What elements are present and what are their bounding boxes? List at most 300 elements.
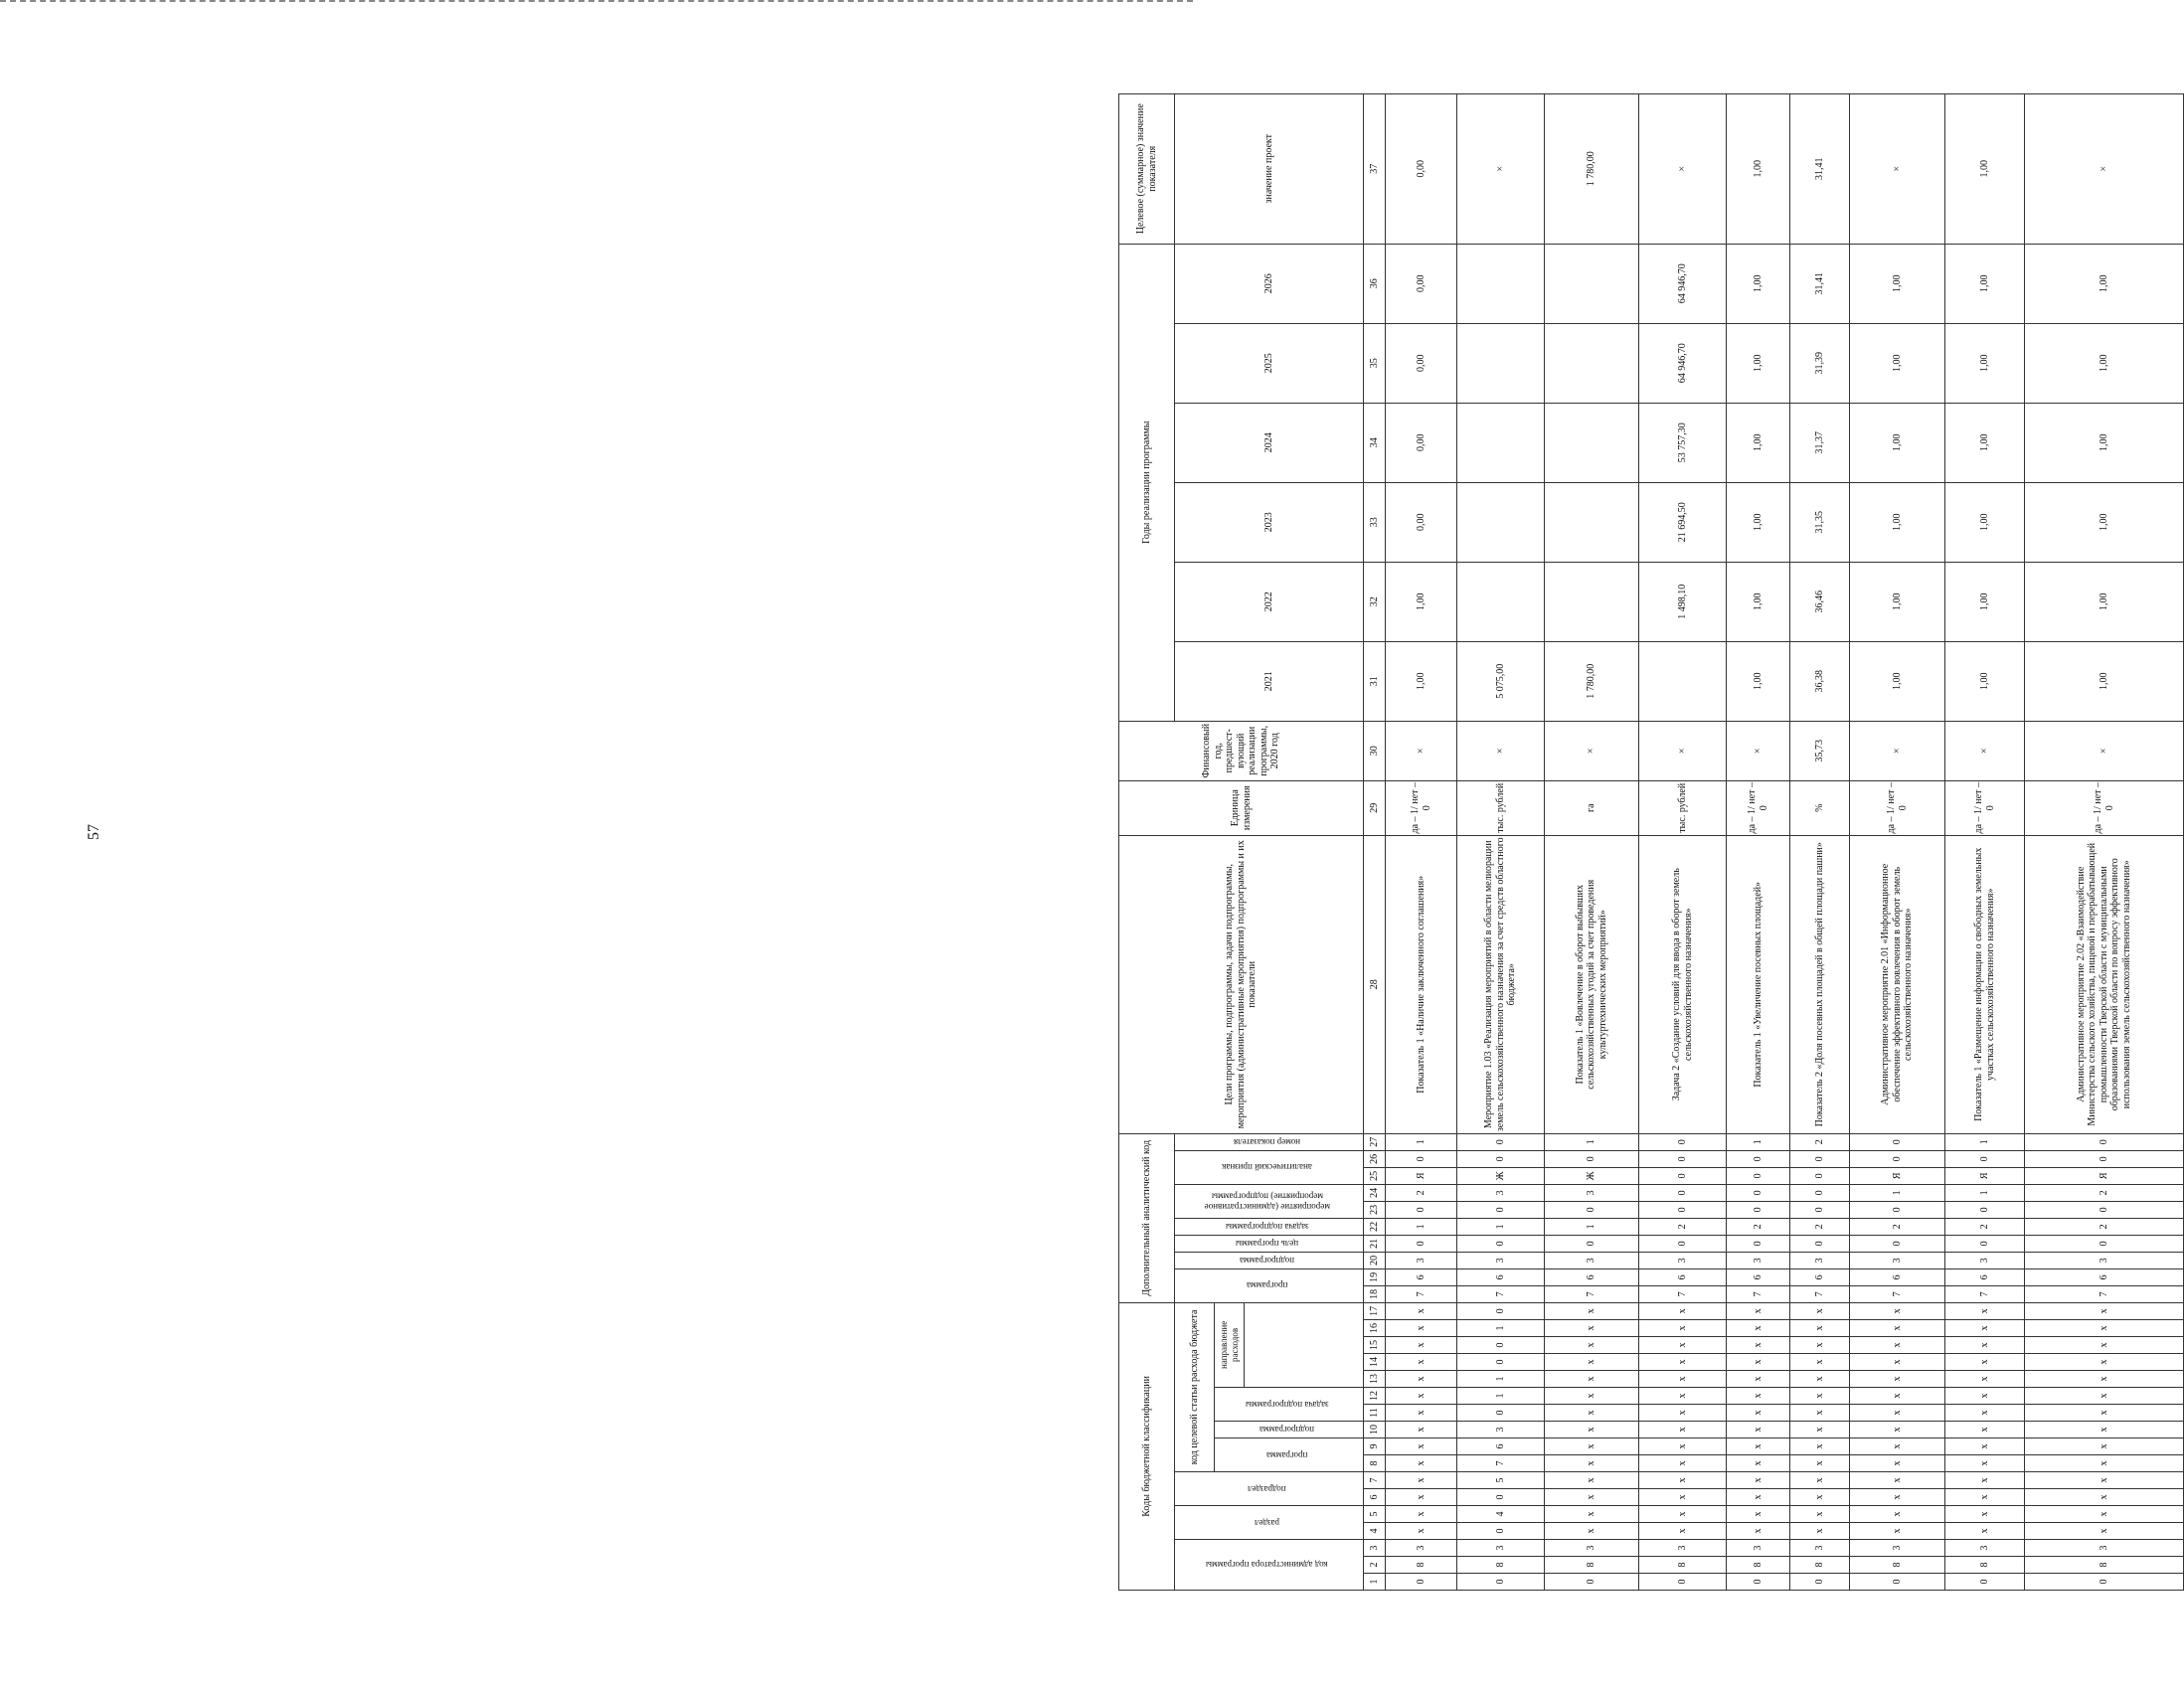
code-cell: 3 [1457, 1184, 1545, 1201]
code-cell: 0 [1727, 1201, 1790, 1218]
table-row [1727, 93, 1790, 1590]
code-cell: x [2025, 1320, 2184, 1337]
code-cell: x [1945, 1455, 2025, 1472]
code-cell: x [1850, 1388, 1945, 1405]
code-cell: x [1386, 1371, 1457, 1388]
code-cell: x [1790, 1354, 1850, 1371]
code-cell: x [1727, 1506, 1790, 1523]
code-cell: 0 [1790, 1150, 1850, 1167]
unit-cell: да – 1/ нет – 0 [2025, 780, 2184, 835]
code-cell: 6 [1790, 1268, 1850, 1285]
code-cell: 0 [1727, 1574, 1790, 1591]
code-cell: 1 [1727, 1133, 1790, 1150]
code-cell: x [1545, 1506, 1639, 1523]
code-cell: 0 [1639, 1235, 1727, 1252]
column-number: 19 [1364, 1268, 1386, 1285]
code-cell: x [1945, 1354, 2025, 1371]
code-cell: 1 [1945, 1133, 2025, 1150]
code-cell: x [1386, 1337, 1457, 1354]
code-cell: 0 [1790, 1201, 1850, 1218]
page-number: 57 [85, 824, 102, 840]
code-cell: 6 [1386, 1268, 1457, 1285]
code-cell: x [1639, 1405, 1727, 1422]
code-cell: 2 [2025, 1184, 2184, 1201]
code-cell: 0 [1850, 1150, 1945, 1167]
header-subsection: подраздел [1248, 1483, 1287, 1494]
year-value-cell: 31,35 [1790, 482, 1850, 562]
code-cell: x [1545, 1455, 1639, 1472]
header-extra-code: Дополнительный аналитический код [1119, 1133, 1175, 1302]
unit-cell: да – 1/ нет – 0 [1727, 780, 1790, 835]
code-cell: 6 [1727, 1268, 1790, 1285]
code-cell: 0 [1457, 1201, 1545, 1218]
column-number: 27 [1364, 1133, 1386, 1150]
year-value-cell: 31,41 [1790, 244, 1850, 323]
code-cell: x [1727, 1455, 1790, 1472]
code-cell: 2 [1790, 1218, 1850, 1235]
year-value-cell: 1,00 [1850, 403, 1945, 482]
year-value-cell: 1,00 [1850, 641, 1945, 721]
code-cell: x [1545, 1337, 1639, 1354]
code-cell: 3 [1727, 1252, 1790, 1268]
code-cell: 3 [1457, 1252, 1545, 1268]
column-number: 26 [1364, 1150, 1386, 1167]
code-cell: 3 [1790, 1540, 1850, 1557]
code-cell: 0 [1639, 1184, 1727, 1201]
header-ac-goal: цель программы [1236, 1239, 1299, 1249]
column-number: 24 [1364, 1184, 1386, 1201]
code-cell: 0 [1945, 1201, 2025, 1218]
column-number: 8 [1364, 1455, 1386, 1472]
code-cell: x [1639, 1320, 1727, 1337]
column-number: 20 [1364, 1252, 1386, 1268]
year-value-cell: 1,00 [1727, 641, 1790, 721]
code-cell: x [1639, 1506, 1727, 1523]
code-cell: 3 [1386, 1540, 1457, 1557]
code-cell: x [1790, 1371, 1850, 1388]
rotated-table-container [1118, 103, 2132, 1591]
code-cell: x [2025, 1455, 2184, 1472]
code-cell: 0 [1850, 1235, 1945, 1252]
code-cell: 3 [1386, 1252, 1457, 1268]
program-indicators-table [1118, 93, 2184, 1591]
year-value-cell: 0,00 [1386, 403, 1457, 482]
code-cell: x [2025, 1405, 2184, 1422]
code-cell: x [1945, 1320, 2025, 1337]
column-number: 10 [1364, 1422, 1386, 1438]
code-cell: 0 [2025, 1133, 2184, 1150]
code-cell: x [2025, 1472, 2184, 1489]
code-cell: 6 [1945, 1268, 2025, 1285]
fin-year-cell: × [1945, 721, 2025, 780]
header-ac-indicator-no: номер показателя [1234, 1136, 1301, 1147]
header-years: Годы реализации программы [1119, 244, 1175, 721]
code-cell: 2 [1945, 1218, 2025, 1235]
unit-cell: % [1790, 780, 1850, 835]
code-cell: 0 [1545, 1201, 1639, 1218]
code-cell: Я [2025, 1167, 2184, 1184]
header-ac-task: задача подпрограммы [1225, 1222, 1309, 1232]
code-cell: x [1639, 1371, 1727, 1388]
fin-year-cell: × [1639, 721, 1727, 780]
year-value-cell [1457, 323, 1545, 403]
code-cell: 7 [1790, 1285, 1850, 1302]
goal-name-cell: Административное мероприятие 2.02 «Взаимодействие Министерства сельского хозяйства, пищевой и перерабатывающей промышленности Тверской области с муниципальными образованиями Тверской области по вопросу эффективного использования земель сельскохозяйственного назначения» [2025, 835, 2184, 1133]
header-fin-year: Финансовый год, предшест-вующий реализации программы, 2020 год [1119, 721, 1364, 780]
fin-year-cell: × [1850, 721, 1945, 780]
header-unit: Единица измерения [1119, 780, 1364, 835]
header-program: программа [1266, 1449, 1308, 1460]
code-cell: 6 [2025, 1268, 2184, 1285]
code-cell: 0 [1639, 1574, 1727, 1591]
code-cell: x [1386, 1320, 1457, 1337]
code-cell: 3 [2025, 1252, 2184, 1268]
code-cell: 0 [1545, 1574, 1639, 1591]
table-row [1386, 93, 1457, 1590]
code-cell: 1 [1945, 1184, 2025, 1201]
target-value-cell: × [1457, 93, 1545, 244]
code-cell: x [2025, 1388, 2184, 1405]
code-cell: x [1945, 1337, 2025, 1354]
code-cell: x [1727, 1422, 1790, 1438]
code-cell: x [1727, 1337, 1790, 1354]
column-number: 2 [1364, 1557, 1386, 1574]
column-number: 7 [1364, 1472, 1386, 1489]
code-cell: x [1545, 1388, 1639, 1405]
code-cell: 7 [1457, 1455, 1545, 1472]
unit-cell: га [1545, 780, 1639, 835]
fin-year-cell: × [1386, 721, 1457, 780]
code-cell: Я [1386, 1167, 1457, 1184]
year-value-cell: 53 757,30 [1639, 403, 1727, 482]
code-cell: 0 [1457, 1235, 1545, 1252]
code-cell: x [1639, 1422, 1727, 1438]
table-row [1639, 93, 1727, 1590]
code-cell: 0 [1457, 1302, 1545, 1319]
year-value-cell: 1,00 [1727, 403, 1790, 482]
code-cell: x [1639, 1455, 1727, 1472]
code-cell: 0 [1850, 1201, 1945, 1218]
code-cell: x [1639, 1489, 1727, 1506]
header-target: Целевое (суммарное) значение показателя [1119, 93, 1175, 244]
year-value-cell: 36,38 [1790, 641, 1850, 721]
code-cell: 1 [1545, 1133, 1639, 1150]
target-value-cell: × [2025, 93, 2184, 244]
column-number: 3 [1364, 1540, 1386, 1557]
column-number: 29 [1364, 780, 1386, 835]
code-cell: x [1545, 1523, 1639, 1540]
table-row [2025, 93, 2184, 1590]
header-admin-code: код администратора программы [1206, 1560, 1328, 1571]
unit-cell: да – 1/ нет – 0 [1945, 780, 2025, 835]
fin-year-cell: × [1545, 721, 1639, 780]
code-cell: 0 [1457, 1574, 1545, 1591]
header-year-2025: 2025 [1175, 323, 1364, 403]
code-cell: x [1727, 1438, 1790, 1455]
code-cell: 7 [2025, 1285, 2184, 1302]
code-cell: 2 [2025, 1218, 2184, 1235]
code-cell: 0 [1386, 1235, 1457, 1252]
header-target-item: код целевой статьи расхода бюджета [1175, 1302, 1215, 1471]
code-cell: 0 [1727, 1150, 1790, 1167]
year-value-cell [1457, 403, 1545, 482]
header-target-value: значение проект [1175, 93, 1364, 244]
year-value-cell: 1,00 [1850, 244, 1945, 323]
code-cell: 8 [1639, 1557, 1727, 1574]
code-cell: x [1790, 1506, 1850, 1523]
column-number: 33 [1364, 482, 1386, 562]
code-cell: Я [1850, 1167, 1945, 1184]
code-cell: x [2025, 1354, 2184, 1371]
code-cell: 7 [1545, 1285, 1639, 1302]
code-cell: 0 [1727, 1167, 1790, 1184]
year-value-cell: 1,00 [1727, 562, 1790, 641]
code-cell: x [1639, 1302, 1727, 1319]
code-cell: x [1386, 1489, 1457, 1506]
code-cell: x [1945, 1489, 2025, 1506]
column-number: 1 [1364, 1574, 1386, 1591]
code-cell: x [1945, 1302, 2025, 1319]
code-cell: x [1727, 1320, 1790, 1337]
column-number: 11 [1364, 1405, 1386, 1422]
year-value-cell [1545, 562, 1639, 641]
year-value-cell: 1 780,00 [1545, 641, 1639, 721]
code-cell: x [1945, 1388, 2025, 1405]
code-cell: x [1850, 1371, 1945, 1388]
goal-name-cell: Показатель 1 «Увеличение посевных площадей» [1727, 835, 1790, 1133]
fin-year-cell: × [2025, 721, 2184, 780]
code-cell: 0 [1545, 1235, 1639, 1252]
code-cell: 0 [1457, 1133, 1545, 1150]
unit-cell: да – 1/ нет – 0 [1850, 780, 1945, 835]
header-section: раздел [1255, 1517, 1280, 1528]
code-cell: 0 [2025, 1235, 2184, 1252]
header-ac-sign: аналитический признак [1222, 1162, 1313, 1173]
year-value-cell: 1 498,10 [1639, 562, 1727, 641]
header-subprogram-task: задача подпрограммы [1245, 1399, 1329, 1410]
code-cell: 0 [1945, 1574, 2025, 1591]
code-cell: x [1850, 1337, 1945, 1354]
code-cell: Ж [1545, 1167, 1639, 1184]
target-value-cell: 1,00 [1945, 93, 2025, 244]
code-cell: 3 [1727, 1540, 1790, 1557]
code-cell: x [1386, 1422, 1457, 1438]
code-cell: x [1790, 1523, 1850, 1540]
column-number: 23 [1364, 1201, 1386, 1218]
code-cell: 8 [1850, 1557, 1945, 1574]
year-value-cell: 1,00 [1945, 641, 2025, 721]
fin-year-cell: × [1457, 721, 1545, 780]
table-row [1790, 93, 1850, 1590]
year-value-cell: 36,46 [1790, 562, 1850, 641]
code-cell: x [1790, 1302, 1850, 1319]
target-value-cell: × [1850, 93, 1945, 244]
code-cell: x [1639, 1523, 1727, 1540]
code-cell: 8 [1945, 1557, 2025, 1574]
year-value-cell: 1,00 [1945, 244, 2025, 323]
code-cell: 0 [1790, 1574, 1850, 1591]
code-cell: x [1727, 1302, 1790, 1319]
year-value-cell: 1,00 [1945, 323, 2025, 403]
header-year-2026: 2026 [1175, 244, 1364, 323]
year-value-cell: 1,00 [1727, 482, 1790, 562]
year-value-cell: 1,00 [1727, 323, 1790, 403]
code-cell: Я [1945, 1167, 2025, 1184]
code-cell: x [1790, 1320, 1850, 1337]
code-cell: x [1727, 1371, 1790, 1388]
column-number: 16 [1364, 1320, 1386, 1337]
header-ac-subprogram: подпрограмма [1240, 1256, 1295, 1266]
year-value-cell: 1,00 [2025, 482, 2184, 562]
code-cell: 0 [1639, 1133, 1727, 1150]
code-cell: x [1639, 1354, 1727, 1371]
year-value-cell: 1,00 [1850, 323, 1945, 403]
code-cell: x [2025, 1302, 2184, 1319]
code-cell: 2 [1790, 1133, 1850, 1150]
code-cell: 0 [1639, 1201, 1727, 1218]
code-cell: Ж [1457, 1167, 1545, 1184]
code-cell: x [1945, 1371, 2025, 1388]
code-cell: 0 [1545, 1150, 1639, 1167]
year-value-cell [1545, 244, 1639, 323]
code-cell: 0 [2025, 1201, 2184, 1218]
code-cell: x [1790, 1472, 1850, 1489]
year-value-cell: 1,00 [1945, 403, 2025, 482]
code-cell: x [1790, 1422, 1850, 1438]
code-cell: x [1945, 1422, 2025, 1438]
goal-name-cell: Административное мероприятие 2.01 «Информационное обеспечение эффективного вовлечения в оборот земель сельскохозяйственного назначения» [1850, 835, 1945, 1133]
header-year-2024: 2024 [1175, 403, 1364, 482]
header-year-2021: 2021 [1175, 641, 1364, 721]
code-cell: 1 [1457, 1388, 1545, 1405]
code-cell: x [1386, 1354, 1457, 1371]
year-value-cell: 1,00 [1386, 562, 1457, 641]
year-value-cell: 21 694,50 [1639, 482, 1727, 562]
code-cell: 0 [1457, 1489, 1545, 1506]
code-cell: 1 [1457, 1371, 1545, 1388]
column-number: 15 [1364, 1337, 1386, 1354]
year-value-cell: 1,00 [1727, 244, 1790, 323]
code-cell: 3 [1945, 1252, 2025, 1268]
code-cell: x [1850, 1438, 1945, 1455]
code-cell: x [1790, 1337, 1850, 1354]
code-cell: 0 [2025, 1574, 2184, 1591]
year-value-cell: 1,00 [2025, 641, 2184, 721]
code-cell: x [1545, 1438, 1639, 1455]
code-cell: 0 [1457, 1354, 1545, 1371]
code-cell: x [1639, 1337, 1727, 1354]
code-cell: x [1386, 1523, 1457, 1540]
code-cell: x [1790, 1388, 1850, 1405]
code-cell: 0 [1790, 1167, 1850, 1184]
code-cell: 3 [1457, 1422, 1545, 1438]
year-value-cell: 1,00 [2025, 562, 2184, 641]
column-number: 4 [1364, 1523, 1386, 1540]
code-cell: x [1386, 1405, 1457, 1422]
code-cell: 8 [1790, 1557, 1850, 1574]
code-cell: 1 [1457, 1218, 1545, 1235]
code-cell: x [1945, 1523, 2025, 1540]
unit-cell: тыс. рублей [1457, 780, 1545, 835]
code-cell: 2 [1850, 1218, 1945, 1235]
code-cell: x [1850, 1422, 1945, 1438]
code-cell: x [1790, 1455, 1850, 1472]
column-number: 9 [1364, 1438, 1386, 1455]
code-cell: x [1545, 1405, 1639, 1422]
code-cell: x [1790, 1438, 1850, 1455]
year-value-cell: 0,00 [1386, 482, 1457, 562]
code-cell: 0 [2025, 1150, 2184, 1167]
code-cell: 7 [1386, 1285, 1457, 1302]
code-cell: 6 [1639, 1268, 1727, 1285]
code-cell: 0 [1386, 1150, 1457, 1167]
header-year-2022: 2022 [1175, 562, 1364, 641]
code-cell: 7 [1639, 1285, 1727, 1302]
code-cell: 6 [1457, 1268, 1545, 1285]
code-cell: 3 [1639, 1540, 1727, 1557]
year-value-cell: 31,37 [1790, 403, 1850, 482]
code-cell: x [1945, 1405, 2025, 1422]
goal-name-cell: Задача 2 «Создание условий для ввода в оборот земель сельскохозяйственного назначения» [1639, 835, 1727, 1133]
column-number: 6 [1364, 1489, 1386, 1506]
code-cell: x [1727, 1354, 1790, 1371]
code-cell: x [1790, 1405, 1850, 1422]
goal-name-cell: Мероприятие 1.03 «Реализация мероприятий в области мелиорации земель сельскохозяйственного назначения за счет средств областного бюджета» [1457, 835, 1545, 1133]
code-cell: x [2025, 1371, 2184, 1388]
code-cell: 0 [1790, 1184, 1850, 1201]
column-number: 37 [1364, 93, 1386, 244]
code-cell: x [1850, 1523, 1945, 1540]
code-cell: 8 [1386, 1557, 1457, 1574]
year-value-cell: 1,00 [1850, 482, 1945, 562]
code-cell: 8 [1545, 1557, 1639, 1574]
column-number: 36 [1364, 244, 1386, 323]
code-cell: x [1386, 1438, 1457, 1455]
code-cell: x [1850, 1405, 1945, 1422]
goal-name-cell: Показатель 2 «Доля посевных площадей в общей площади пашни» [1790, 835, 1850, 1133]
goal-name-cell: Показатель 1 «Наличие заключенного соглашения» [1386, 835, 1457, 1133]
code-cell: 3 [1790, 1252, 1850, 1268]
code-cell: 0 [1639, 1150, 1727, 1167]
code-cell: 2 [1727, 1218, 1790, 1235]
year-value-cell: 1,00 [1945, 562, 2025, 641]
year-value-cell: 0,00 [1386, 323, 1457, 403]
code-cell: 3 [1945, 1540, 2025, 1557]
unit-cell: тыс. рублей [1639, 780, 1727, 835]
code-cell: 1 [1386, 1133, 1457, 1150]
code-cell: 0 [1850, 1133, 1945, 1150]
code-cell: 0 [1639, 1167, 1727, 1184]
code-cell: x [1727, 1489, 1790, 1506]
code-cell: x [1945, 1438, 2025, 1455]
code-cell: 3 [1850, 1252, 1945, 1268]
code-cell: x [1727, 1405, 1790, 1422]
code-cell: x [1545, 1472, 1639, 1489]
code-cell: 0 [1457, 1150, 1545, 1167]
header-budget-codes: Коды бюджетной классификации [1119, 1302, 1175, 1590]
column-number: 22 [1364, 1218, 1386, 1235]
year-value-cell: 5 075,00 [1457, 641, 1545, 721]
column-number: 5 [1364, 1506, 1386, 1523]
target-value-cell: 31,41 [1790, 93, 1850, 244]
code-cell: 0 [1386, 1574, 1457, 1591]
code-cell: x [1545, 1320, 1639, 1337]
code-cell: 0 [1457, 1405, 1545, 1422]
code-cell: 2 [1639, 1218, 1727, 1235]
unit-cell: да – 1/ нет – 0 [1386, 780, 1457, 835]
year-value-cell [1545, 403, 1639, 482]
year-value-cell: 1,00 [1850, 562, 1945, 641]
